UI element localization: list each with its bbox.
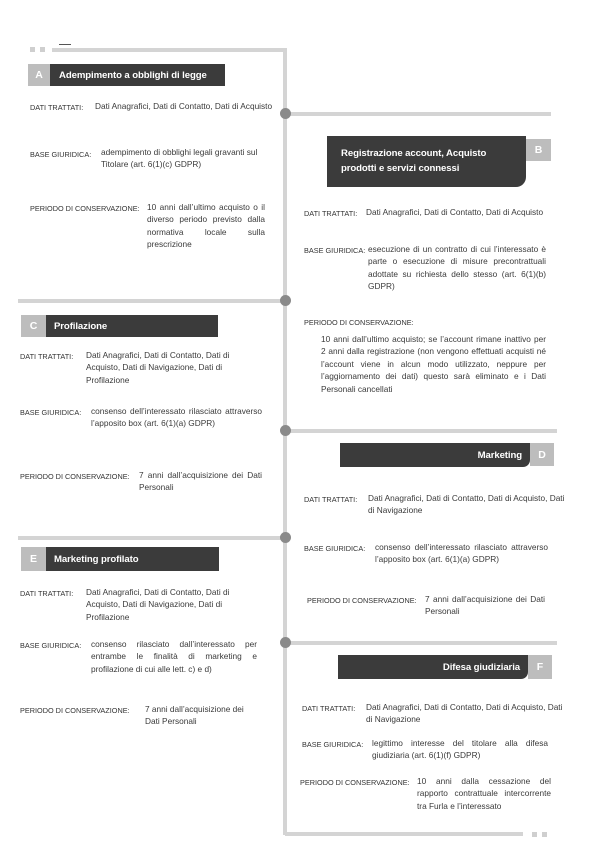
section-title-f: [338, 655, 528, 679]
section-title-c-text: Profilazione: [54, 320, 108, 332]
base-value-f: legittimo interesse del titolare alla difesa giudiziaria (art. 6(1)(f) GDPR): [372, 738, 548, 761]
section-badge-e: E: [21, 547, 46, 571]
section-title-a-text: Adempimento a obblighi di legge: [59, 69, 207, 81]
section-title-d: [340, 443, 530, 467]
section-badge-a: A: [28, 64, 50, 86]
base-label-a: BASE GIURIDICA:: [30, 150, 92, 159]
dati-label-c: DATI TRATTATI:: [20, 352, 74, 361]
dati-value-f: Dati Anagrafici, Dati di Contatto, Dati di Acquisto, Dati di Navigazione: [366, 702, 563, 725]
periodo-value-b: 10 anni dall’ultimo acquisto; se l’account rimane inattivo per 2 anni dalla registrazione (non vengono effettuati acquisti né l’account viene in alcun modo utilizzato, neppure per l’aggiornamento dei dati) questo sarà eliminato e i Dati Personali cancellati: [321, 334, 546, 394]
periodo-value-f: 10 anni dalla cessazione del rapporto contrattuale intercorrente tra Furla e l’interessato: [417, 776, 551, 811]
section-title-a: [50, 64, 225, 86]
periodo-label-d: PERIODO DI CONSERVAZIONE:: [307, 596, 417, 605]
dati-value-d: Dati Anagrafici, Dati di Contatto, Dati di Acquisto, Dati di Navigazione: [368, 493, 565, 516]
timeline-dot-c: [280, 295, 291, 306]
connector-b: [287, 112, 551, 116]
periodo-value-e: 7 anni dall’acquisizione dei Dati Personali: [145, 704, 244, 727]
base-value-c: consenso dell’interessato rilasciato attraverso l’apposito box (art. 6(1)(a) GDPR): [91, 406, 262, 429]
periodo-label-e: PERIODO DI CONSERVAZIONE:: [20, 706, 130, 715]
section-badge-b: B: [526, 139, 551, 161]
section-badge-c: C: [21, 315, 46, 337]
section-badge-d: D: [530, 443, 554, 466]
base-label-c: BASE GIURIDICA:: [20, 408, 82, 417]
periodo-value-a: 10 anni dall’ultimo acquisto o il diverso periodo previsto dalla normativa locale sulla prescrizione: [147, 202, 265, 250]
top-border-line: [52, 48, 286, 52]
connector-f: [287, 641, 557, 645]
section-badge-f: F: [528, 655, 552, 679]
dati-label-d: DATI TRATTATI:: [304, 495, 358, 504]
vertical-timeline: [283, 48, 287, 835]
base-value-a: adempimento di obblighi legali gravanti sul Titolare (art. 6(1)(c) GDPR): [101, 147, 258, 170]
dati-label-e: DATI TRATTATI:: [20, 589, 74, 598]
dati-label-f: DATI TRATTATI:: [302, 704, 356, 713]
dati-value-e: Dati Anagrafici, Dati di Contatto, Dati di Acquisto, Dati di Navigazione, Dati di Profilazione: [86, 587, 230, 622]
base-label-f: BASE GIURIDICA:: [302, 740, 364, 749]
section-title-f-text: Difesa giudiziaria: [442, 661, 520, 673]
periodo-label-b: PERIODO DI CONSERVAZIONE:: [304, 318, 414, 327]
periodo-label-a: PERIODO DI CONSERVAZIONE:: [30, 204, 140, 213]
dati-label-b: DATI TRATTATI:: [304, 209, 358, 218]
section-title-e: [46, 547, 219, 571]
connector-c: [18, 299, 285, 303]
base-value-b: esecuzione di un contratto di cui l’interessato è parte o esecuzione di misure precontrattuali adottate su richiesta dello stesso (art. 6(1)(b) GDPR): [368, 244, 546, 292]
base-label-d: BASE GIURIDICA:: [304, 544, 366, 553]
dati-value-c: Dati Anagrafici, Dati di Contatto, Dati di Acquisto, Dati di Navigazione, Dati di Profilazione: [86, 350, 230, 385]
connector-e: [18, 536, 285, 540]
timeline-dot-b: [280, 108, 291, 119]
dati-label-a: DATI TRATTATI:: [30, 103, 84, 112]
bottom-border-line: [285, 832, 523, 836]
dati-value-b: Dati Anagrafici, Dati di Contatto, Dati di Acquisto: [366, 207, 544, 217]
base-label-e: BASE GIURIDICA:: [20, 641, 82, 650]
dati-value-a: Dati Anagrafici, Dati di Contatto, Dati di Acquisto: [95, 101, 273, 111]
section-title-b-text: Registrazione account, Acquisto prodotti e servizi connessi: [341, 148, 487, 174]
section-title-d-text: Marketing: [477, 449, 522, 461]
timeline-dot-e: [280, 532, 291, 543]
periodo-label-c: PERIODO DI CONSERVAZIONE:: [20, 472, 130, 481]
periodo-value-d: 7 anni dall’acquisizione dei Dati Personali: [425, 594, 545, 617]
base-label-b: BASE GIURIDICA:: [304, 246, 366, 255]
periodo-value-c: 7 anni dall’acquisizione dei Dati Personali: [139, 470, 262, 493]
periodo-label-f: PERIODO DI CONSERVAZIONE:: [300, 778, 410, 787]
section-title-e-text: Marketing profilato: [54, 553, 139, 565]
base-value-e: consenso rilasciato dall’interessato per entrambe le finalità di marketing e profilazione di cui alle lett. c) e d): [91, 639, 257, 674]
timeline-dot-f: [280, 637, 291, 648]
connector-d: [287, 429, 557, 433]
base-value-d: consenso dell’interessato rilasciato attraverso l’apposito box (art. 6(1)(a) GDPR): [375, 542, 548, 565]
section-title-b: [327, 136, 526, 187]
section-title-c: [46, 315, 218, 337]
timeline-dot-d: [280, 425, 291, 436]
